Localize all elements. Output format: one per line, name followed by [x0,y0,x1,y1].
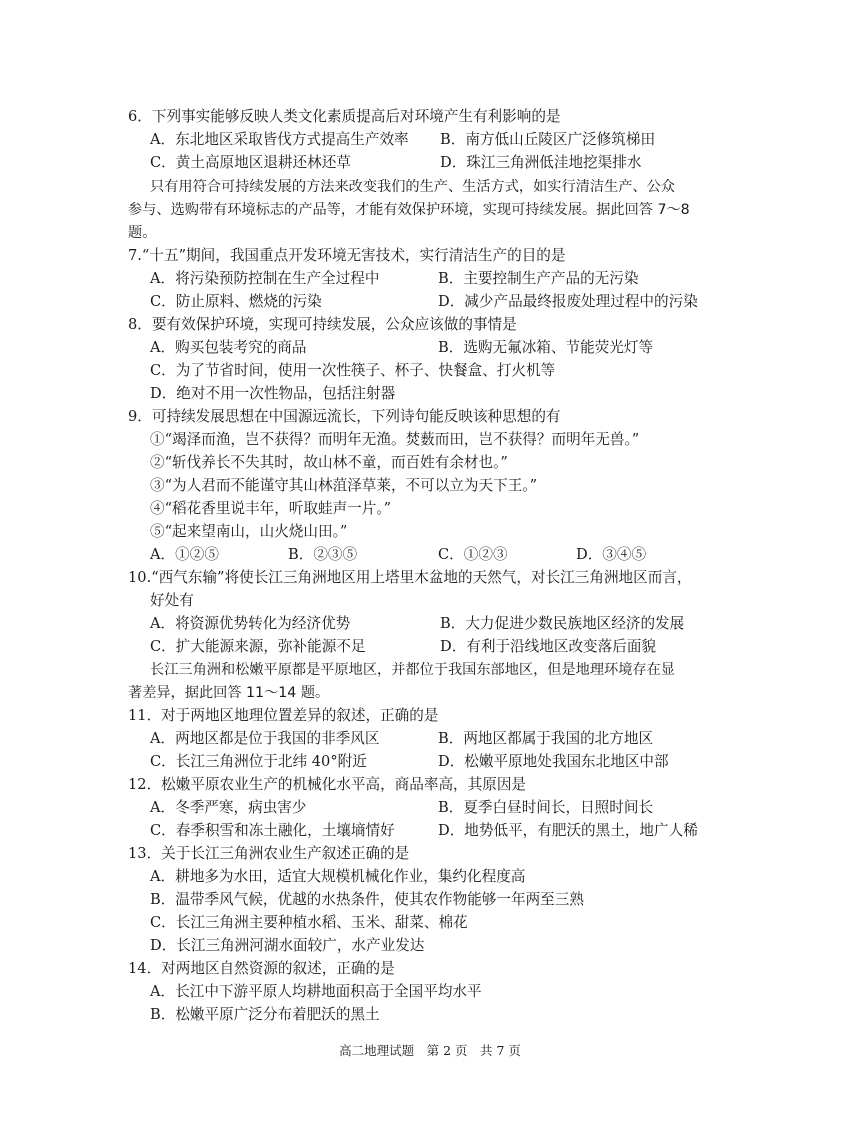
q9-option-a: A．①②⑤ [150,546,219,563]
q7-stem: 7.“十五”期间，我国重点开发环境无害技术，实行清洁生产的目的是 [128,247,566,264]
q13-stem: 13．关于长江三角洲农业生产叙述正确的是 [128,845,410,862]
q11-option-d: D．松嫩平原地处我国东北地区中部 [438,753,669,770]
q9-poem-4: ④“稻花香里说丰年，听取蛙声一片。” [150,500,392,517]
q9-poem-2: ②“斩伐养长不失其时，故山林不童，而百姓有余材也。” [150,454,508,471]
q7-option-d: D．减少产品最终报废处理过程中的污染 [438,293,698,310]
q13-option-c: C．长江三角洲主要种植水稻、玉米、甜菜、棉花 [150,914,468,931]
q10-option-d: D．有利于沿线地区改变落后面貌 [440,638,657,655]
passage-1-line-2: 参与、选购带有环境标志的产品等，才能有效保护环境，实现可持续发展。据此回答 7～8 [128,202,690,218]
q12-option-c: C．春季积雪和冻土融化，土壤墒情好 [150,822,395,839]
q8-option-c: C．为了节省时间，使用一次性筷子、杯子、快餐盒、打火机等 [150,362,556,379]
q9-option-b: B．②③⑤ [288,546,358,563]
q10-stem-line-2: 好处有 [150,592,194,609]
q11-option-c: C．长江三角洲位于北纬 40°附近 [150,753,367,770]
q6-option-c: C．黄土高原地区退耕还林还草 [150,154,351,171]
q13-option-a: A．耕地多为水田，适宜大规模机械化作业，集约化程度高 [150,868,526,885]
q10-option-a: A．将资源优势转化为经济优势 [150,615,351,632]
q6-option-b: B．南方低山丘陵区广泛修筑梯田 [440,131,656,148]
q12-stem: 12．松嫩平原农业生产的机械化水平高，商品率高，其原因是 [128,776,527,793]
passage-1-line-1: 只有用符合可持续发展的方法来改变我们的生产、生活方式，如实行清洁生产、公众 [150,179,675,195]
q11-option-a: A．两地区都是位于我国的非季风区 [150,730,380,747]
q9-poem-1: ①“竭泽而渔，岂不获得？而明年无渔。焚薮而田，岂不获得？而明年无兽。” [150,431,640,448]
q13-option-b: B．温带季风气候，优越的水热条件，使其农作物能够一年两至三熟 [150,891,584,908]
q8-stem: 8．要有效保护环境，实现可持续发展，公众应该做的事情是 [128,316,517,333]
q10-option-c: C．扩大能源来源，弥补能源不足 [150,638,366,655]
q10-option-b: B．大力促进少数民族地区经济的发展 [440,615,685,632]
q8-option-b: B．选购无氟冰箱、节能荧光灯等 [438,339,654,356]
q9-poem-3: ③“为人君而不能谨守其山林菹泽草莱，不可以立为天下王。” [150,477,538,494]
q13-option-d: D．长江三角洲河湖水面较广，水产业发达 [150,937,425,954]
q12-option-a: A．冬季严寒，病虫害少 [150,799,307,816]
q9-stem: 9．可持续发展思想在中国源远流长，下列诗句能反映该种思想的有 [128,408,561,425]
q9-option-c: C．①②③ [438,546,508,563]
q8-option-a: A．购买包装考究的商品 [150,339,307,356]
q8-option-d: D．绝对不用一次性物品，包括注射器 [150,385,396,402]
q9-poem-5: ⑤“起来望南山，山火烧山田。” [150,523,348,540]
q6-stem: 6．下列事实能够反映人类文化素质提高后对环境产生有利影响的是 [128,108,561,125]
q7-option-a: A．将污染预防控制在生产全过程中 [150,270,380,287]
page-footer: 高二地理试题 第 2 页 共 7 页 [339,1043,521,1058]
q7-option-c: C．防止原料、燃烧的污染 [150,293,322,310]
q12-option-b: B．夏季白昼时间长，日照时间长 [438,799,654,816]
q7-option-b: B．主要控制生产产品的无污染 [438,270,639,287]
passage-1-line-3: 题。 [128,225,157,241]
q6-option-d: D．珠江三角洲低洼地挖渠排水 [440,154,642,171]
q6-option-a: A．东北地区采取皆伐方式提高生产效率 [150,131,409,148]
q14-stem: 14．对两地区自然资源的叙述，正确的是 [128,960,395,977]
q14-option-a: A．长江中下游平原人均耕地面积高于全国平均水平 [150,983,482,1000]
q10-stem-line-1: 10.“西气东输”将使长江三角洲地区用上塔里木盆地的天然气，对长江三角洲地区而言， [128,569,692,586]
q12-option-d: D．地势低平，有肥沃的黑土，地广人稀 [438,822,698,839]
q11-stem: 11．对于两地区地理位置差异的叙述，正确的是 [128,707,439,724]
q11-option-b: B．两地区都属于我国的北方地区 [438,730,654,747]
passage-2-line-1: 长江三角洲和松嫩平原都是平原地区，并都位于我国东部地区，但是地理环境存在显 [150,662,675,678]
q14-option-b: B．松嫩平原广泛分布着肥沃的黑土 [150,1006,380,1023]
passage-2-line-2: 著差异，据此回答 11～14 题。 [128,685,330,701]
q9-option-d: D．③④⑤ [576,546,647,563]
